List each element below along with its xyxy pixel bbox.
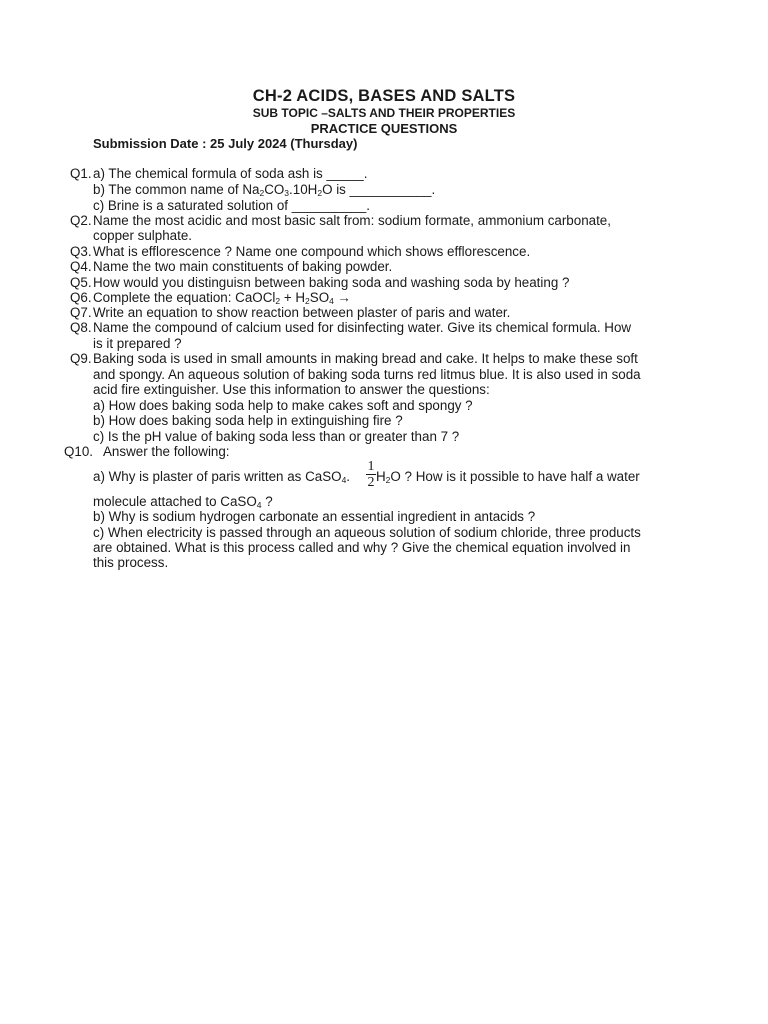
q10-part-c-line-3: this process.	[93, 555, 169, 570]
q3-number: Q3.	[70, 244, 92, 259]
q1-number: Q1.	[70, 166, 92, 181]
q1-part-a: a) The chemical formula of soda ash is _____.	[93, 166, 368, 181]
q1-part-b: b) The common name of $Na_2CO_3.10H_2O$ is ___________.	[93, 182, 436, 198]
q4-number: Q4.	[70, 259, 92, 274]
q8-line-1: Name the compound of calcium used for disinfecting water. Give its chemical formula. How	[93, 320, 632, 335]
q8-number: Q8.	[70, 320, 92, 335]
q9-line-2: and spongy. An aqueous solution of baking soda turns red litmus blue. It is also used in soda	[93, 367, 641, 382]
q10-part-c-line-2: are obtained. What is this process called and why ? Give the chemical equation involved in	[93, 540, 631, 555]
q9-part-b: b) How does baking soda help in extinguishing fire ?	[93, 413, 403, 428]
q2-line-1: Name the most acidic and most basic salt from: sodium formate, ammonium carbonate,	[93, 213, 611, 228]
q5-text: How would you distinguisn between baking soda and washing soda by heating ?	[93, 275, 570, 290]
fraction-denominator: 2	[367, 475, 375, 490]
q9-part-a: a) How does baking soda help to make cakes soft and spongy ?	[93, 398, 473, 413]
subtopic-heading: SUB TOPIC –SALTS AND THEIR PROPERTIES	[252, 106, 516, 120]
q4-text: Name the two main constituents of baking powder.	[93, 259, 393, 274]
q7-number: Q7.	[70, 305, 92, 320]
q2-line-2: copper sulphate.	[93, 228, 193, 243]
q1-part-c: c) Brine is a saturated solution of __________.	[93, 198, 370, 213]
q9-line-1: Baking soda is used in small amounts in making bread and cake. It helps to make these soft	[93, 351, 638, 366]
q9-line-3: acid fire extinguisher. Use this information to answer the questions:	[93, 382, 490, 397]
q10-part-b: b) Why is sodium hydrogen carbonate an essential ingredient in antacids ?	[93, 509, 536, 524]
q10-intro: Answer the following:	[103, 444, 230, 459]
q10-part-a-start: a) Why is plaster of paris written as CaSO$_4$.	[93, 469, 351, 485]
q8-line-2: is it prepared ?	[93, 336, 182, 351]
q10-number: Q10.	[64, 444, 94, 459]
q5-number: Q5.	[70, 275, 92, 290]
q3-text: What is efflorescence ? Name one compound which shows efflorescence.	[93, 244, 531, 259]
q2-number: Q2.	[70, 213, 92, 228]
q7-text: Write an equation to show reaction between plaster of paris and water.	[93, 305, 511, 320]
q10-part-a-end: $H_2O$ ? How is it possible to have half a water	[376, 469, 640, 485]
document-title: CH-2 ACIDS, BASES AND SALTS	[252, 87, 516, 105]
q9-number: Q9.	[70, 351, 92, 366]
q10-part-c-line-1: c) When electricity is passed through an aqueous solution of sodium chloride, three products	[93, 525, 641, 540]
fraction-numerator: 1	[367, 459, 375, 474]
q6-text: Complete the equation: CaOCl$_2$ + $H_2SO_4$ →	[93, 290, 351, 306]
practice-heading: PRACTICE QUESTIONS	[310, 121, 458, 136]
q9-part-c: c) Is the pH value of baking soda less than or greater than 7 ?	[93, 429, 460, 444]
q6-number: Q6.	[70, 290, 92, 305]
q10-part-a-line-2: molecule attached to CaSO$_4$ ?	[93, 494, 273, 510]
submission-date: Submission Date : 25 July 2024 (Thursday)	[93, 136, 358, 151]
